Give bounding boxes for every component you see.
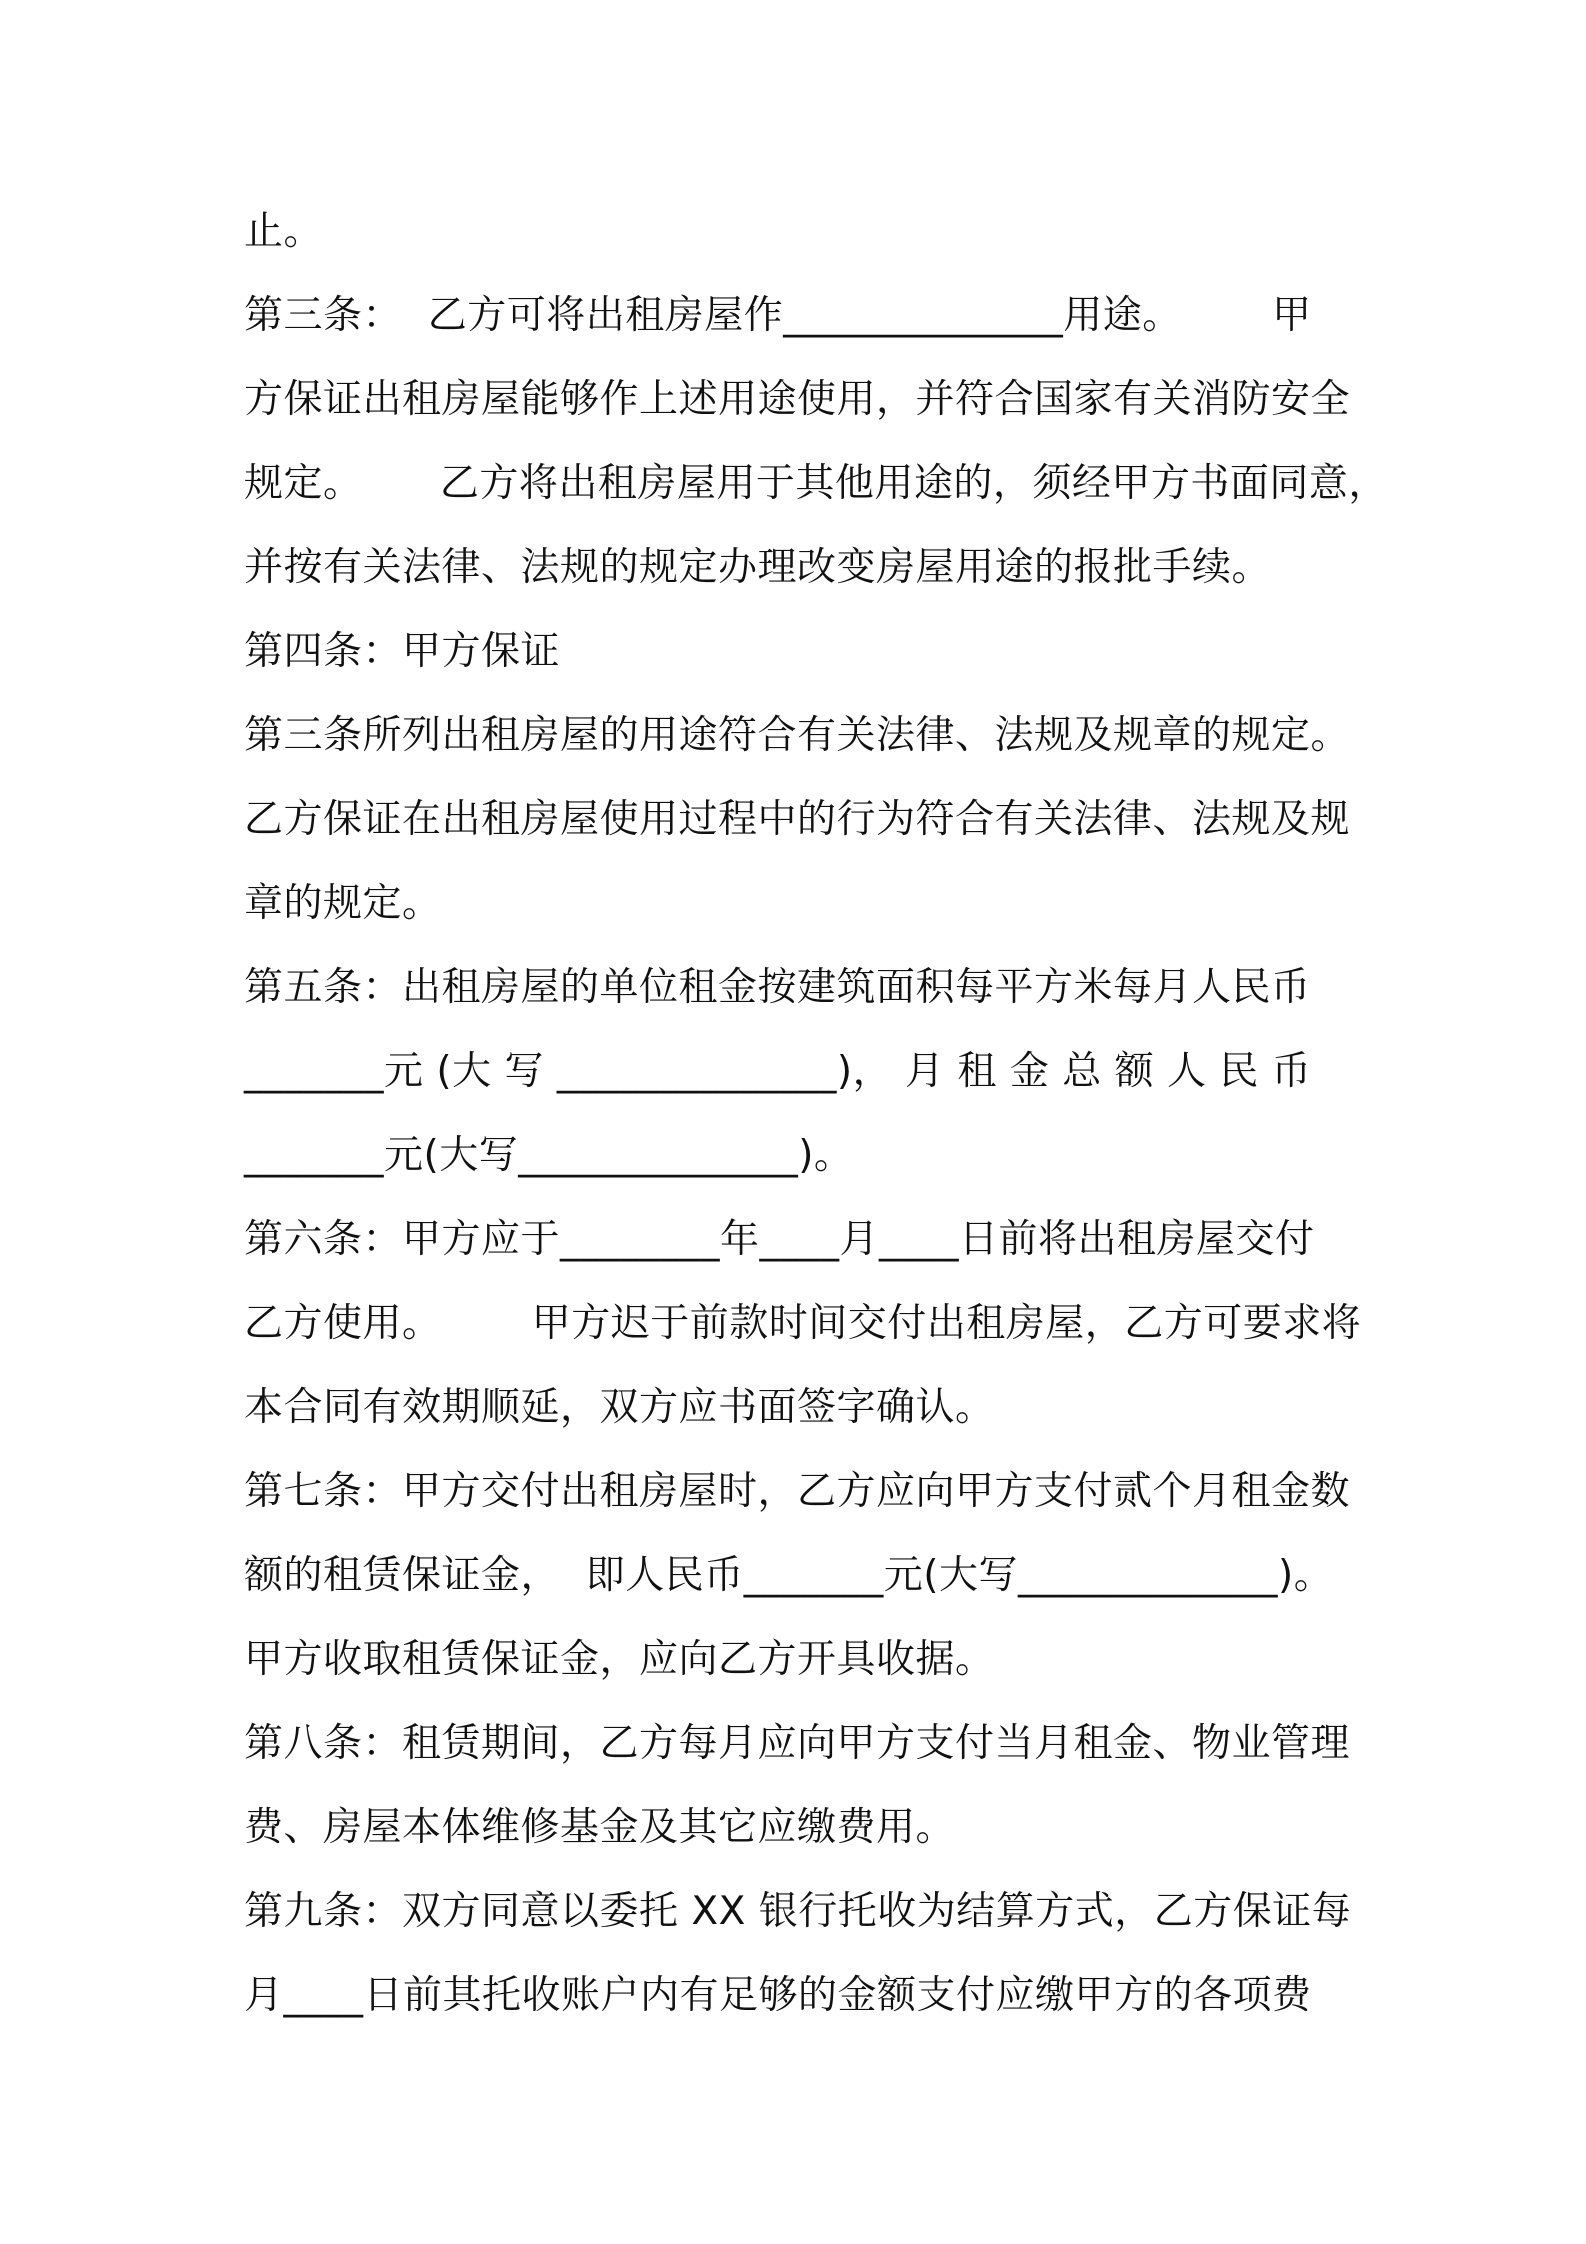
text-line-13: 第六条：甲方应于________年____月____日前将出租房屋交付 (244, 1217, 1315, 1262)
text-line-18: 甲方收取租赁保证金，应向乙方开具收据。 (244, 1637, 995, 1682)
text-line-2: 第三条： 乙方可将出租房屋作______________用途。 甲 (244, 293, 1312, 338)
contract-text (244, 190, 1388, 2038)
text-line-17: 额的租赁保证金， 即人民币_______元(大写_____________)。 (244, 1553, 1334, 1598)
text-line-12: _______元(大写______________)。 (244, 1133, 854, 1178)
text-line-6: 第四条：甲方保证 (244, 629, 561, 674)
text-line-1: 止。 (244, 209, 324, 254)
text-line-22: 月____日前其托收账户内有足够的金额支付应缴甲方的各项费 (244, 1973, 1312, 2018)
text-line-7: 第三条所列出租房屋的用途符合有关法律、法规及规章的规定。 (244, 713, 1351, 758)
text-line-20: 费、房屋本体维修基金及其它应缴费用。 (244, 1805, 956, 1850)
text-line-8: 乙方保证在出租房屋使用过程中的行为符合有关法律、法规及规 (244, 797, 1351, 842)
text-line-5: 并按有关法律、法规的规定办理改变房屋用途的报批手续。 (244, 545, 1272, 590)
text-line-4: 规定。 乙方将出租房屋用于其他用途的，须经甲方书面同意， (244, 461, 1388, 506)
text-line-14: 乙方使用。 甲方迟于前款时间交付出租房屋，乙方可要求将 (244, 1301, 1362, 1346)
text-line-11: _______元 (大 写 ______________)， 月 租 金 总 额 人 民 币 (244, 1049, 1312, 1094)
text-line-3: 方保证出租房屋能够作上述用途使用，并符合国家有关消防安全 (244, 377, 1351, 422)
text-line-15: 本合同有效期顺延，双方应书面签字确认。 (244, 1385, 995, 1430)
text-line-16: 第七条：甲方交付出租房屋时，乙方应向甲方支付贰个月租金数 (244, 1469, 1351, 1514)
text-line-9: 章的规定。 (244, 881, 442, 926)
text-line-10: 第五条：出租房屋的单位租金按建筑面积每平方米每月人民币 (244, 965, 1311, 1010)
text-line-19: 第八条：租赁期间，乙方每月应向甲方支付当月租金、物业管理 (244, 1721, 1351, 1766)
text-line-21: 第九条：双方同意以委托 XX 银行托收为结算方式，乙方保证每 (244, 1889, 1352, 1934)
